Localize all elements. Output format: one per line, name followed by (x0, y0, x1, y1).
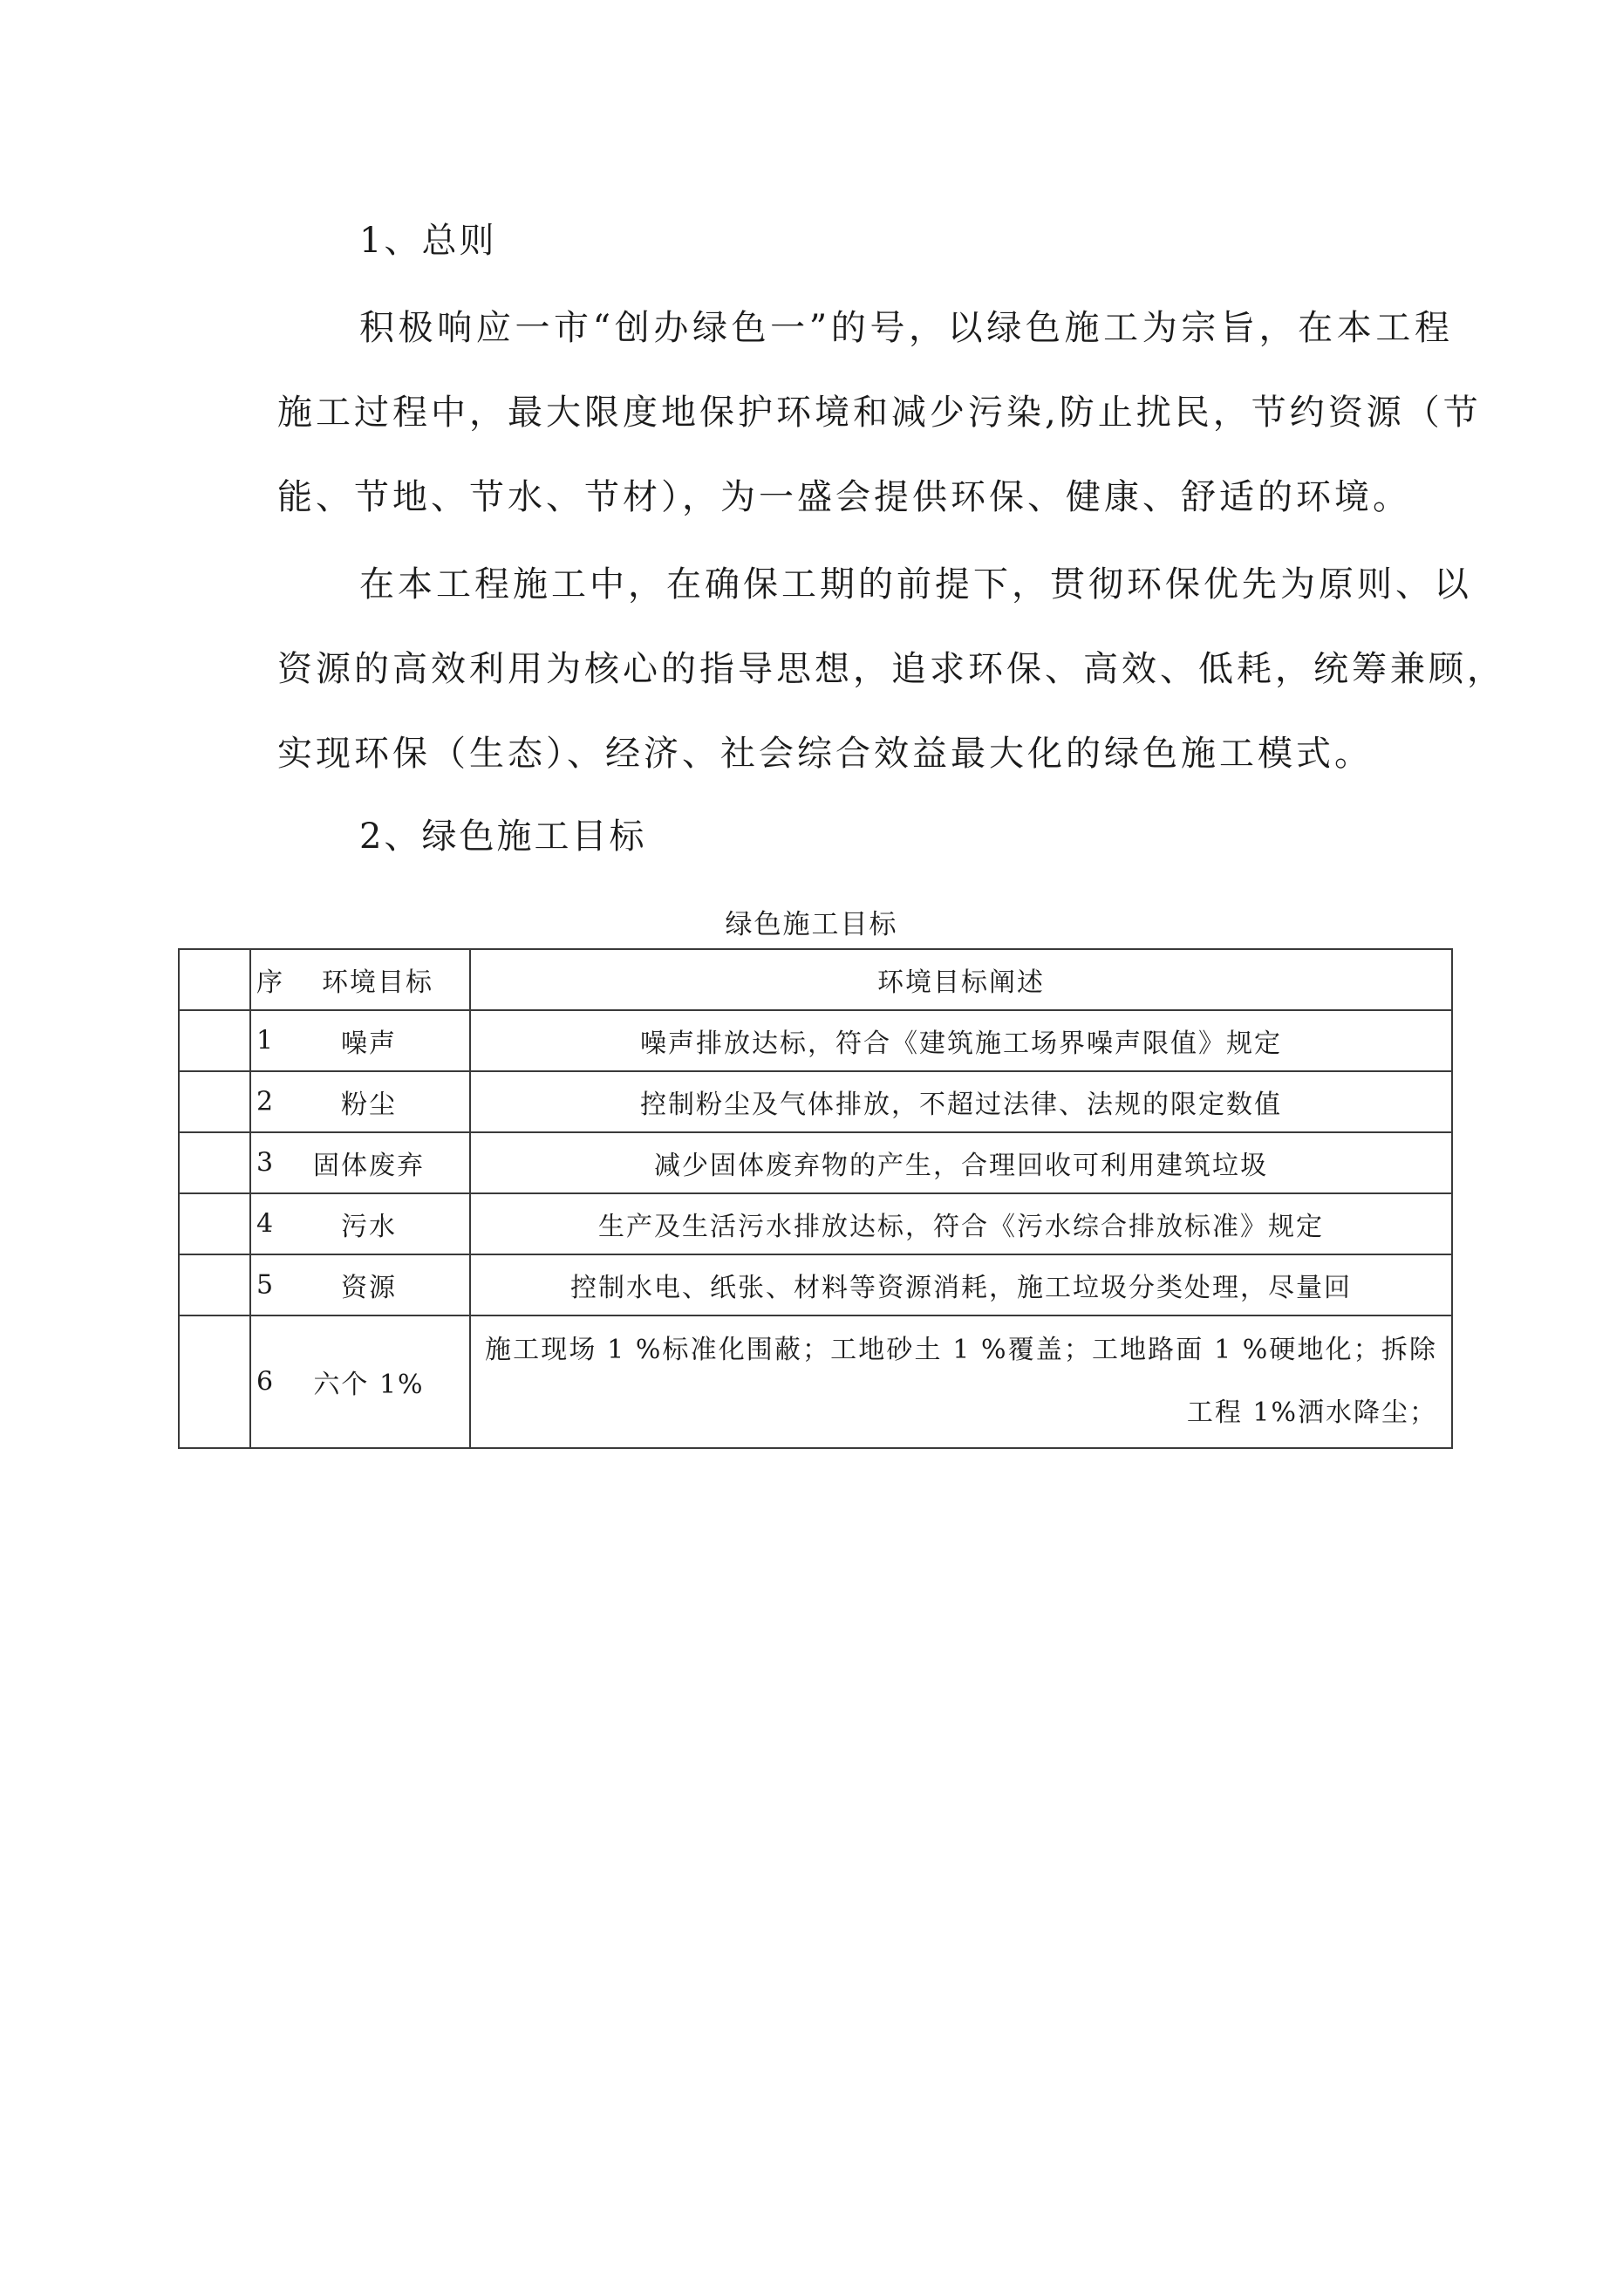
goal-cell (250, 1315, 470, 1448)
row-desc: 控制粉尘及气体排放，不超过法律、法规的限定数值 (470, 1071, 1452, 1132)
table-blank-cell (179, 1010, 250, 1071)
row-desc: 噪声排放达标，符合《建筑施工场界噪声限值》规定 (470, 1010, 1452, 1071)
table-blank-cell (179, 1132, 250, 1193)
table-row (179, 1132, 1452, 1193)
paragraph-line: 积极响应一市“创办绿色一”的号，以绿色施工为宗旨，在本工程 (359, 308, 1453, 348)
goal-cell (250, 1193, 470, 1254)
row-no: 6 (256, 1366, 276, 1397)
paragraph-principles (277, 543, 1505, 796)
table-blank-cell (179, 1071, 250, 1132)
table-blank-cell (179, 1193, 250, 1254)
goal-cell (250, 1254, 470, 1315)
row-no: 4 (256, 1208, 276, 1240)
row-goal: 噪声 (341, 1028, 397, 1059)
section-heading-goals: 2、绿色施工目标 (359, 817, 647, 857)
header-goal-cell (250, 949, 470, 1010)
paragraph-line: 能、节地、节水、节材），为一盛会提供环保、健康、舒适的环境。 (277, 477, 1411, 517)
paragraph-line: 实现环保（生态）、经济、社会综合效益最大化的绿色施工模式。 (277, 734, 1373, 774)
row-desc: 施工现场 1 %标准化围蔽；工地砂土 1 %覆盖；工地路面 1 %硬地化；拆除工程 1%洒水降尘； (470, 1315, 1452, 1448)
goal-cell (250, 1071, 470, 1132)
row-goal: 污水 (341, 1212, 397, 1242)
table-blank-cell (179, 1315, 250, 1448)
table-caption: 绿色施工目标 (725, 909, 898, 940)
row-desc: 控制水电、纸张、材料等资源消耗，施工垃圾分类处理，尽量回 (470, 1254, 1452, 1315)
goal-cell (250, 1132, 470, 1193)
table-row (179, 1254, 1452, 1315)
row-desc: 减少固体废弃物的产生，合理回收可利用建筑垃圾 (470, 1132, 1452, 1193)
header-no: 序 (256, 967, 284, 998)
header-goal: 环境目标 (322, 967, 433, 998)
row-goal: 粉尘 (341, 1090, 397, 1120)
paragraph-intro (277, 286, 1482, 540)
paragraph-line: 施工过程中，最大限度地保护环境和减少污染,防止扰民，节约资源（节 (277, 393, 1482, 433)
table-header-row (179, 949, 1452, 1010)
row-desc: 生产及生活污水排放达标，符合《污水综合排放标准》规定 (470, 1193, 1452, 1254)
row-no: 5 (256, 1269, 276, 1301)
table-row (179, 1193, 1452, 1254)
table-blank-cell (179, 949, 250, 1010)
row-goal: 固体废弃 (313, 1151, 425, 1181)
table-row (179, 1071, 1452, 1132)
row-no: 3 (256, 1147, 276, 1179)
table-blank-cell (179, 1254, 250, 1315)
paragraph-line: 在本工程施工中，在确保工期的前提下，贯彻环保优先为原则、以 (359, 564, 1472, 605)
goal-cell (250, 1010, 470, 1071)
table-row (179, 1010, 1452, 1071)
row-no: 1 (256, 1025, 276, 1056)
header-desc: 环境目标阐述 (470, 949, 1452, 1010)
row-no: 2 (256, 1086, 276, 1117)
paragraph-line: 资源的高效利用为核心的指导思想，追求环保、高效、低耗，统筹兼顾， (277, 649, 1505, 689)
row-goal: 六个 1% (313, 1370, 425, 1400)
row-goal: 资源 (341, 1273, 397, 1303)
section-heading-general: 1、总则 (359, 221, 497, 261)
green-construction-goals-table (178, 948, 1453, 1449)
table-row (179, 1315, 1452, 1448)
